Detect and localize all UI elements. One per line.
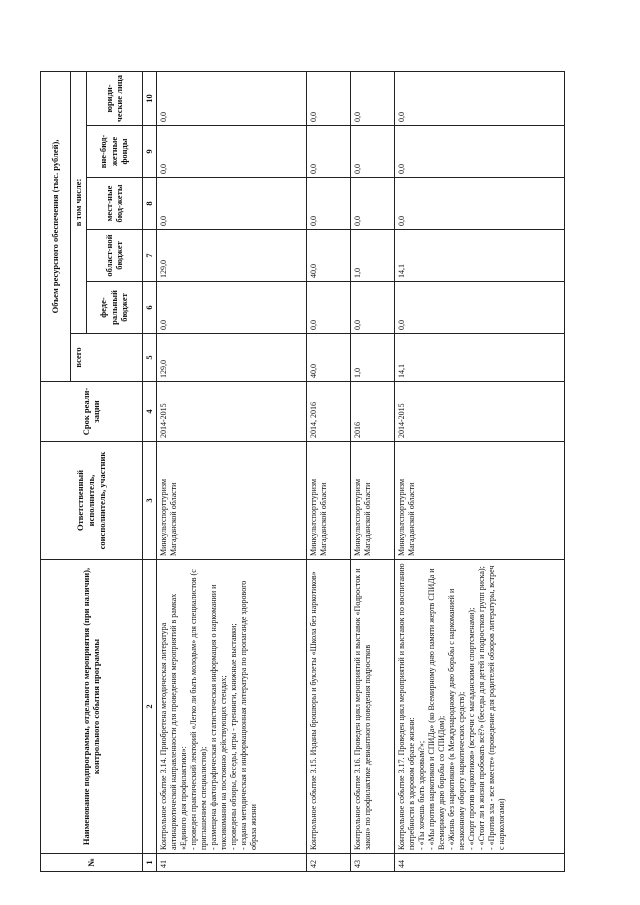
row-number: 43 bbox=[350, 854, 394, 872]
row-extrabudget: 0,0 bbox=[156, 126, 306, 178]
description-line: - «Мы против наркотиков и СПИДа» (ко Всемирному дню памяти жертв СПИДа и Всемирному дню борьбы со СПИДом); bbox=[426, 568, 446, 850]
description-line: - проведен практический лекторий «Легко ли быть молодым» для специалистов (с приглашением специалистов); bbox=[188, 569, 208, 850]
index-cell: 2 bbox=[142, 560, 156, 854]
description-line: Контрольное событие 3.14. Приобретена методическая литература антинаркотической направленности для проведения мероприятий в рамках «Единого дня профилактики»: bbox=[158, 593, 188, 850]
description-line: Контрольное событие 3.17. Проведен цикл мероприятий и выставок по воспитанию потребности в здоровом образе жизни: bbox=[396, 563, 416, 850]
index-cell: 3 bbox=[142, 442, 156, 560]
table-row bbox=[156, 71, 306, 871]
index-cell: 1 bbox=[142, 854, 156, 872]
row-number: 44 bbox=[394, 854, 564, 872]
row-term: 2014, 2016 bbox=[306, 382, 350, 442]
header-local: мест-ные бюд-жеты bbox=[86, 178, 142, 230]
row-extrabudget: 0,0 bbox=[306, 126, 350, 178]
index-cell: 5 bbox=[142, 334, 156, 382]
resource-table bbox=[40, 71, 565, 872]
row-local: 0,0 bbox=[394, 178, 564, 230]
header-extrabudget: вне-бюд-жетные фонды bbox=[86, 126, 142, 178]
description-line: - «Спорт против наркотиков» (встречи с магаданскими спортсменами); bbox=[466, 607, 476, 850]
index-cell: 7 bbox=[142, 230, 156, 282]
description-line: - размещена фактографическая и статистическая информация о наркомании и токсикомании на постоянно действующих стендах; bbox=[208, 584, 228, 850]
row-total: 129,0 bbox=[156, 334, 306, 382]
header-legal: юриди-ческие лица bbox=[86, 71, 142, 125]
table-body bbox=[156, 71, 564, 871]
row-total: 14,1 bbox=[394, 334, 564, 382]
row-description bbox=[156, 560, 306, 854]
row-number: 42 bbox=[306, 854, 350, 872]
row-description bbox=[306, 560, 350, 854]
index-cell: 4 bbox=[142, 382, 156, 442]
row-term: 2014-2015 bbox=[156, 382, 306, 442]
row-responsible: Минкультспорттуризм Магаданской области bbox=[156, 442, 306, 560]
row-legal: 0,0 bbox=[156, 71, 306, 125]
row-legal: 0,0 bbox=[306, 71, 350, 125]
row-regional: 40,0 bbox=[306, 230, 350, 282]
row-description bbox=[350, 560, 394, 854]
index-row bbox=[142, 71, 156, 871]
row-responsible: Минкультспорттуризм Магаданской области bbox=[394, 442, 564, 560]
row-total: 1,0 bbox=[350, 334, 394, 382]
row-federal: 0,0 bbox=[156, 282, 306, 334]
row-total: 40,0 bbox=[306, 334, 350, 382]
description-line: - «Жизнь без наркотиков» (к Международному дню борьбы с наркоманией и незаконному обороту наркотических средств); bbox=[446, 588, 466, 850]
row-legal: 0,0 bbox=[350, 71, 394, 125]
header-regional: област-ной бюджет bbox=[86, 230, 142, 282]
header-responsible: Ответственный исполнитель, соисполнитель, участник bbox=[41, 442, 143, 560]
row-federal: 0,0 bbox=[350, 282, 394, 334]
row-description bbox=[394, 560, 564, 854]
rotated-table-wrapper bbox=[40, 72, 600, 872]
row-local: 0,0 bbox=[350, 178, 394, 230]
row-regional: 14,1 bbox=[394, 230, 564, 282]
table-row bbox=[306, 71, 350, 871]
index-cell: 10 bbox=[142, 71, 156, 125]
header-federal: феде-ральный бюджет bbox=[86, 282, 142, 334]
description-line: - «Стоит ли в жизни пробовать всё?» (беседы для детей и подростков групп риска); bbox=[476, 566, 486, 850]
row-term: 2016 bbox=[350, 382, 394, 442]
header-funding: Объем ресурсного обеспечения (тыс. рублей), bbox=[41, 71, 71, 381]
document-page bbox=[40, 72, 600, 872]
row-federal: 0,0 bbox=[306, 282, 350, 334]
header-incl: в том числе: bbox=[71, 71, 87, 333]
table-row bbox=[350, 71, 394, 871]
row-local: 0,0 bbox=[306, 178, 350, 230]
header-no: № bbox=[41, 854, 143, 872]
row-responsible: Минкультспорттуризм Магаданской области bbox=[350, 442, 394, 560]
header-total: всего bbox=[71, 334, 143, 382]
row-legal: 0,0 bbox=[394, 71, 564, 125]
header-name: Наименование подпрограммы, отдельного мероприятия (при наличии), контрольного события программы bbox=[41, 560, 143, 854]
description-line: - издана методическая и информационная литература по пропаганде здорового образа жизни bbox=[238, 580, 258, 850]
header-term: Срок реали-зации bbox=[41, 382, 143, 442]
index-cell: 9 bbox=[142, 126, 156, 178]
description-line: - «Против зла - все вместе» (проведение для родителей обзоров литературы, встреч с наркологами) bbox=[486, 565, 506, 850]
row-number: 41 bbox=[156, 854, 306, 872]
row-regional: 129,0 bbox=[156, 230, 306, 282]
index-cell: 6 bbox=[142, 282, 156, 334]
description-line: - проведены обзоры, беседы, игры - тренинги, книжные выставки; bbox=[228, 623, 238, 850]
row-extrabudget: 0,0 bbox=[394, 126, 564, 178]
description-line: Контрольное событие 3.15. Изданы брошюры и буклеты «Школа без наркотиков» bbox=[308, 571, 318, 850]
row-local: 0,0 bbox=[156, 178, 306, 230]
row-term: 2014-2015 bbox=[394, 382, 564, 442]
table-row bbox=[394, 71, 564, 871]
row-responsible: Минкультспорттуризм Магаданской области bbox=[306, 442, 350, 560]
row-extrabudget: 0,0 bbox=[350, 126, 394, 178]
row-federal: 0,0 bbox=[394, 282, 564, 334]
description-line: Контрольное событие 3.16. Проведен цикл мероприятий и выставок «Подросток и закон» по профилактике девиантного поведения подростков bbox=[352, 568, 372, 850]
description-line: - «Ты хочешь быть здоровым?»; bbox=[416, 740, 426, 850]
row-regional: 1,0 bbox=[350, 230, 394, 282]
index-cell: 8 bbox=[142, 178, 156, 230]
